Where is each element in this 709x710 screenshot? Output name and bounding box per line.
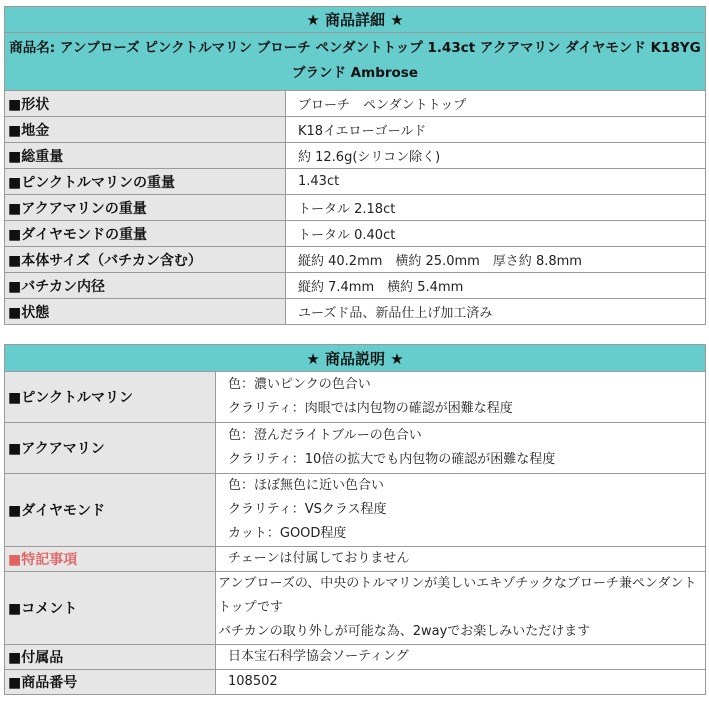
desc-value xyxy=(216,423,706,474)
desc-row-accessories xyxy=(5,645,706,670)
desc-line: バチカンの取り外しが可能な為、2wayでお楽しみいただけます xyxy=(218,624,591,639)
desc-line: クラリティ：10倍の拡大でも内包物の確認が困難な程度 xyxy=(228,452,556,467)
desc-row-item-number xyxy=(5,670,706,695)
desc-value xyxy=(216,474,706,547)
detail-value: トータル 0.40ct xyxy=(286,221,706,247)
detail-value: ユーズド品、新品仕上げ加工済み xyxy=(286,299,706,325)
detail-label: ■ダイヤモンドの重量 xyxy=(5,221,286,247)
desc-line: クラリティ：肉眼では内包物の確認が困難な程度 xyxy=(228,401,513,416)
product-description-table xyxy=(4,344,706,695)
detail-row-body-size xyxy=(5,247,706,273)
detail-value: K18イエローゴールド xyxy=(286,117,706,143)
desc-row-diamond xyxy=(5,474,706,547)
detail-label: ■バチカン内径 xyxy=(5,273,286,299)
desc-line: カット：GOOD程度 xyxy=(228,526,347,541)
detail-value: 1.43ct xyxy=(286,169,706,195)
desc-value: 108502 xyxy=(216,670,706,695)
detail-label: ■本体サイズ（バチカン含む） xyxy=(5,247,286,273)
description-title-row xyxy=(5,345,706,372)
desc-line: クラリティ：VSクラス程度 xyxy=(228,502,387,517)
detail-row-diamond-weight xyxy=(5,221,706,247)
detail-row-pink-tourmaline-weight xyxy=(5,169,706,195)
desc-value xyxy=(216,372,706,423)
desc-row-aquamarine xyxy=(5,423,706,474)
desc-value xyxy=(216,572,706,645)
desc-label: ■付属品 xyxy=(5,645,216,670)
details-title-row xyxy=(5,7,706,33)
product-name: 商品名: アンブローズ ピンクトルマリン ブローチ ペンダントトップ 1.43ct アクアマリン ダイヤモンド K18YG ブランド Ambrose xyxy=(5,33,706,91)
desc-line: 色：濃いピンクの色合い xyxy=(228,377,371,392)
desc-label: ■ダイヤモンド xyxy=(5,474,216,547)
details-title: ★ 商品詳細 ★ xyxy=(5,7,706,33)
description-title: ★ 商品説明 ★ xyxy=(5,345,706,372)
detail-label: ■形状 xyxy=(5,91,286,117)
detail-label: ■総重量 xyxy=(5,143,286,169)
desc-line: アンブローズの、中央のトルマリンが美しいエキゾチックなブローチ兼ペンダントトップです xyxy=(218,576,697,615)
detail-label: ■アクアマリンの重量 xyxy=(5,195,286,221)
desc-value: 日本宝石科学協会ソーティング xyxy=(216,645,706,670)
desc-line: 色：澄んだライトブルーの色合い xyxy=(228,428,422,443)
detail-label: ■状態 xyxy=(5,299,286,325)
desc-value: チェーンは付属しておりません xyxy=(216,547,706,572)
desc-row-pink-tourmaline xyxy=(5,372,706,423)
desc-row-special-notes xyxy=(5,547,706,572)
detail-row-condition xyxy=(5,299,706,325)
detail-value: 約 12.6g(シリコン除く) xyxy=(286,143,706,169)
desc-label-special: ■特記事項 xyxy=(5,547,216,572)
product-name-row xyxy=(5,33,706,91)
detail-row-metal xyxy=(5,117,706,143)
detail-label: ■ピンクトルマリンの重量 xyxy=(5,169,286,195)
desc-label: ■商品番号 xyxy=(5,670,216,695)
desc-row-comment xyxy=(5,572,706,645)
detail-row-total-weight xyxy=(5,143,706,169)
desc-label: ■コメント xyxy=(5,572,216,645)
detail-label: ■地金 xyxy=(5,117,286,143)
product-details-table xyxy=(4,6,706,325)
detail-row-bail-inner-size xyxy=(5,273,706,299)
detail-value: 縦約 40.2mm 横約 25.0mm 厚さ約 8.8mm xyxy=(286,247,706,273)
detail-value: ブローチ ペンダントトップ xyxy=(286,91,706,117)
detail-row-aquamarine-weight xyxy=(5,195,706,221)
desc-label: ■アクアマリン xyxy=(5,423,216,474)
detail-row-shape xyxy=(5,91,706,117)
detail-value: 縦約 7.4mm 横約 5.4mm xyxy=(286,273,706,299)
desc-line: 色：ほぼ無色に近い色合い xyxy=(228,478,385,493)
detail-value: トータル 2.18ct xyxy=(286,195,706,221)
desc-label: ■ピンクトルマリン xyxy=(5,372,216,423)
